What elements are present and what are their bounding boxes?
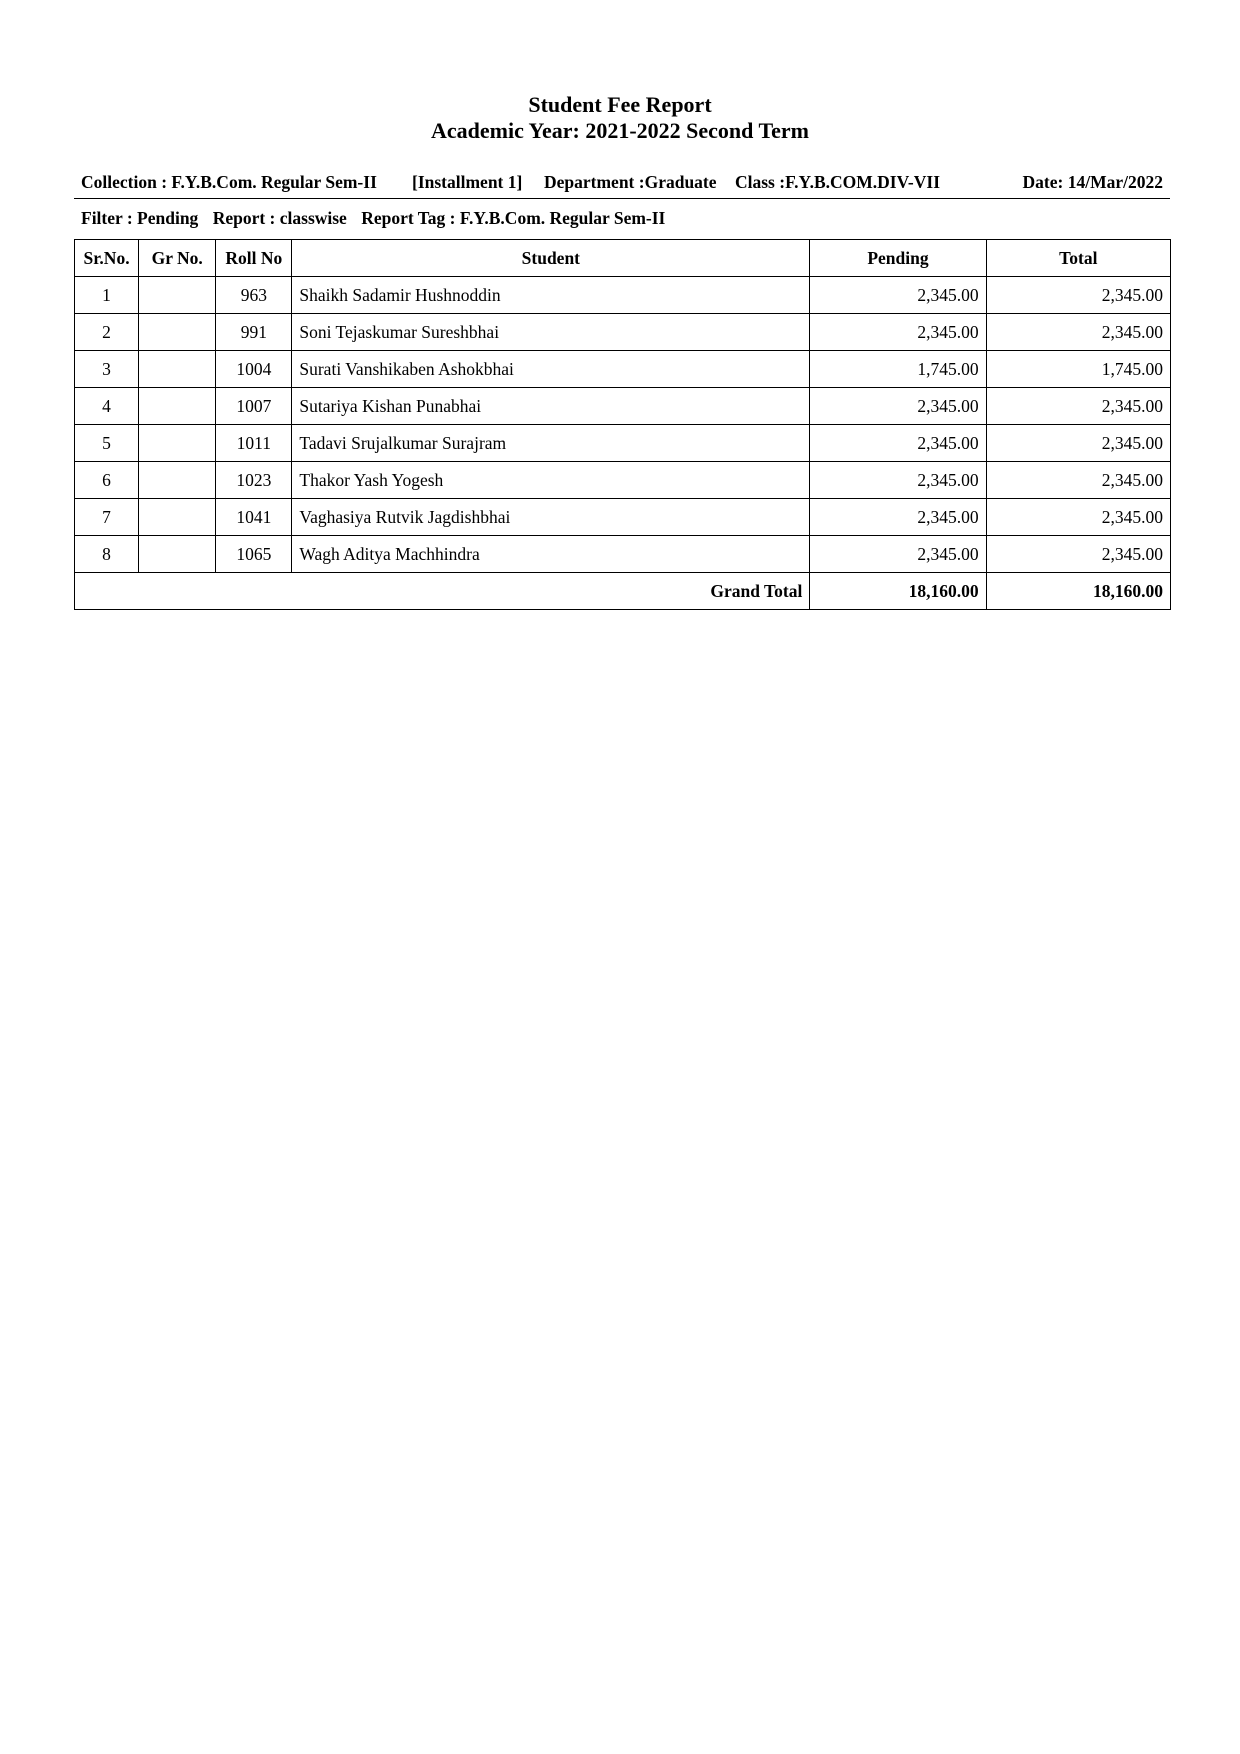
cell-roll-no: 1065 [216, 536, 292, 573]
cell-gr-no [139, 388, 216, 425]
header-gr-no: Gr No. [139, 240, 216, 277]
header-total: Total [986, 240, 1170, 277]
installment-label: [Installment 1] [412, 172, 523, 192]
header-sr-no: Sr.No. [75, 240, 139, 277]
cell-gr-no [139, 536, 216, 573]
cell-sr-no: 6 [75, 462, 139, 499]
cell-pending: 2,345.00 [810, 277, 986, 314]
cell-pending: 2,345.00 [810, 425, 986, 462]
cell-student: Surati Vanshikaben Ashokbhai [292, 351, 810, 388]
cell-student: Sutariya Kishan Punabhai [292, 388, 810, 425]
table-row [75, 277, 1171, 314]
cell-total: 2,345.00 [986, 277, 1170, 314]
table-row [75, 388, 1171, 425]
cell-sr-no: 5 [75, 425, 139, 462]
header-roll-no: Roll No [216, 240, 292, 277]
report-title: Student Fee Report [528, 92, 712, 117]
table-header-row [75, 240, 1171, 277]
cell-pending: 2,345.00 [810, 462, 986, 499]
cell-total: 2,345.00 [986, 462, 1170, 499]
grand-total-total: 18,160.00 [986, 573, 1170, 610]
report-subtitle: Academic Year: 2021-2022 Second Term [430, 118, 810, 143]
table-row [75, 499, 1171, 536]
cell-sr-no: 2 [75, 314, 139, 351]
cell-pending: 2,345.00 [810, 499, 986, 536]
cell-sr-no: 1 [75, 277, 139, 314]
filter-label: Filter : Pending [81, 208, 199, 228]
cell-gr-no [139, 314, 216, 351]
cell-sr-no: 4 [75, 388, 139, 425]
cell-pending: 2,345.00 [810, 314, 986, 351]
report-tag-label: Report Tag : F.Y.B.Com. Regular Sem-II [361, 208, 666, 228]
cell-pending: 2,345.00 [810, 388, 986, 425]
cell-total: 1,745.00 [986, 351, 1170, 388]
grand-total-label: Grand Total [75, 573, 810, 610]
cell-roll-no: 1023 [216, 462, 292, 499]
cell-sr-no: 3 [75, 351, 139, 388]
report-header [0, 92, 1240, 144]
cell-roll-no: 1011 [216, 425, 292, 462]
table-row [75, 462, 1171, 499]
cell-total: 2,345.00 [986, 499, 1170, 536]
cell-gr-no [139, 277, 216, 314]
cell-roll-no: 1004 [216, 351, 292, 388]
cell-total: 2,345.00 [986, 536, 1170, 573]
cell-roll-no: 991 [216, 314, 292, 351]
cell-student: Thakor Yash Yogesh [292, 462, 810, 499]
cell-roll-no: 1041 [216, 499, 292, 536]
table-row [75, 351, 1171, 388]
cell-gr-no [139, 351, 216, 388]
cell-pending: 2,345.00 [810, 536, 986, 573]
report-filter-line [81, 208, 675, 229]
grand-total-pending: 18,160.00 [810, 573, 986, 610]
report-date: Date: 14/Mar/2022 [1022, 172, 1163, 192]
fee-report-table [74, 239, 1171, 610]
collection-label: Collection : F.Y.B.Com. Regular Sem-II [81, 172, 377, 192]
cell-gr-no [139, 499, 216, 536]
class-label: Class :F.Y.B.COM.DIV-VII [735, 172, 941, 192]
cell-roll-no: 963 [216, 277, 292, 314]
table-row [75, 425, 1171, 462]
report-meta-line [74, 170, 1170, 199]
cell-student: Soni Tejaskumar Sureshbhai [292, 314, 810, 351]
header-student: Student [292, 240, 810, 277]
table-row [75, 536, 1171, 573]
cell-sr-no: 7 [75, 499, 139, 536]
department-label: Department :Graduate [544, 172, 717, 192]
cell-total: 2,345.00 [986, 425, 1170, 462]
cell-roll-no: 1007 [216, 388, 292, 425]
grand-total-row [75, 573, 1171, 610]
cell-gr-no [139, 462, 216, 499]
cell-student: Shaikh Sadamir Hushnoddin [292, 277, 810, 314]
cell-student: Tadavi Srujalkumar Surajram [292, 425, 810, 462]
cell-sr-no: 8 [75, 536, 139, 573]
cell-gr-no [139, 425, 216, 462]
cell-student: Vaghasiya Rutvik Jagdishbhai [292, 499, 810, 536]
cell-student: Wagh Aditya Machhindra [292, 536, 810, 573]
cell-pending: 1,745.00 [810, 351, 986, 388]
header-pending: Pending [810, 240, 986, 277]
report-type-label: Report : classwise [212, 208, 347, 228]
cell-total: 2,345.00 [986, 388, 1170, 425]
cell-total: 2,345.00 [986, 314, 1170, 351]
table-row [75, 314, 1171, 351]
